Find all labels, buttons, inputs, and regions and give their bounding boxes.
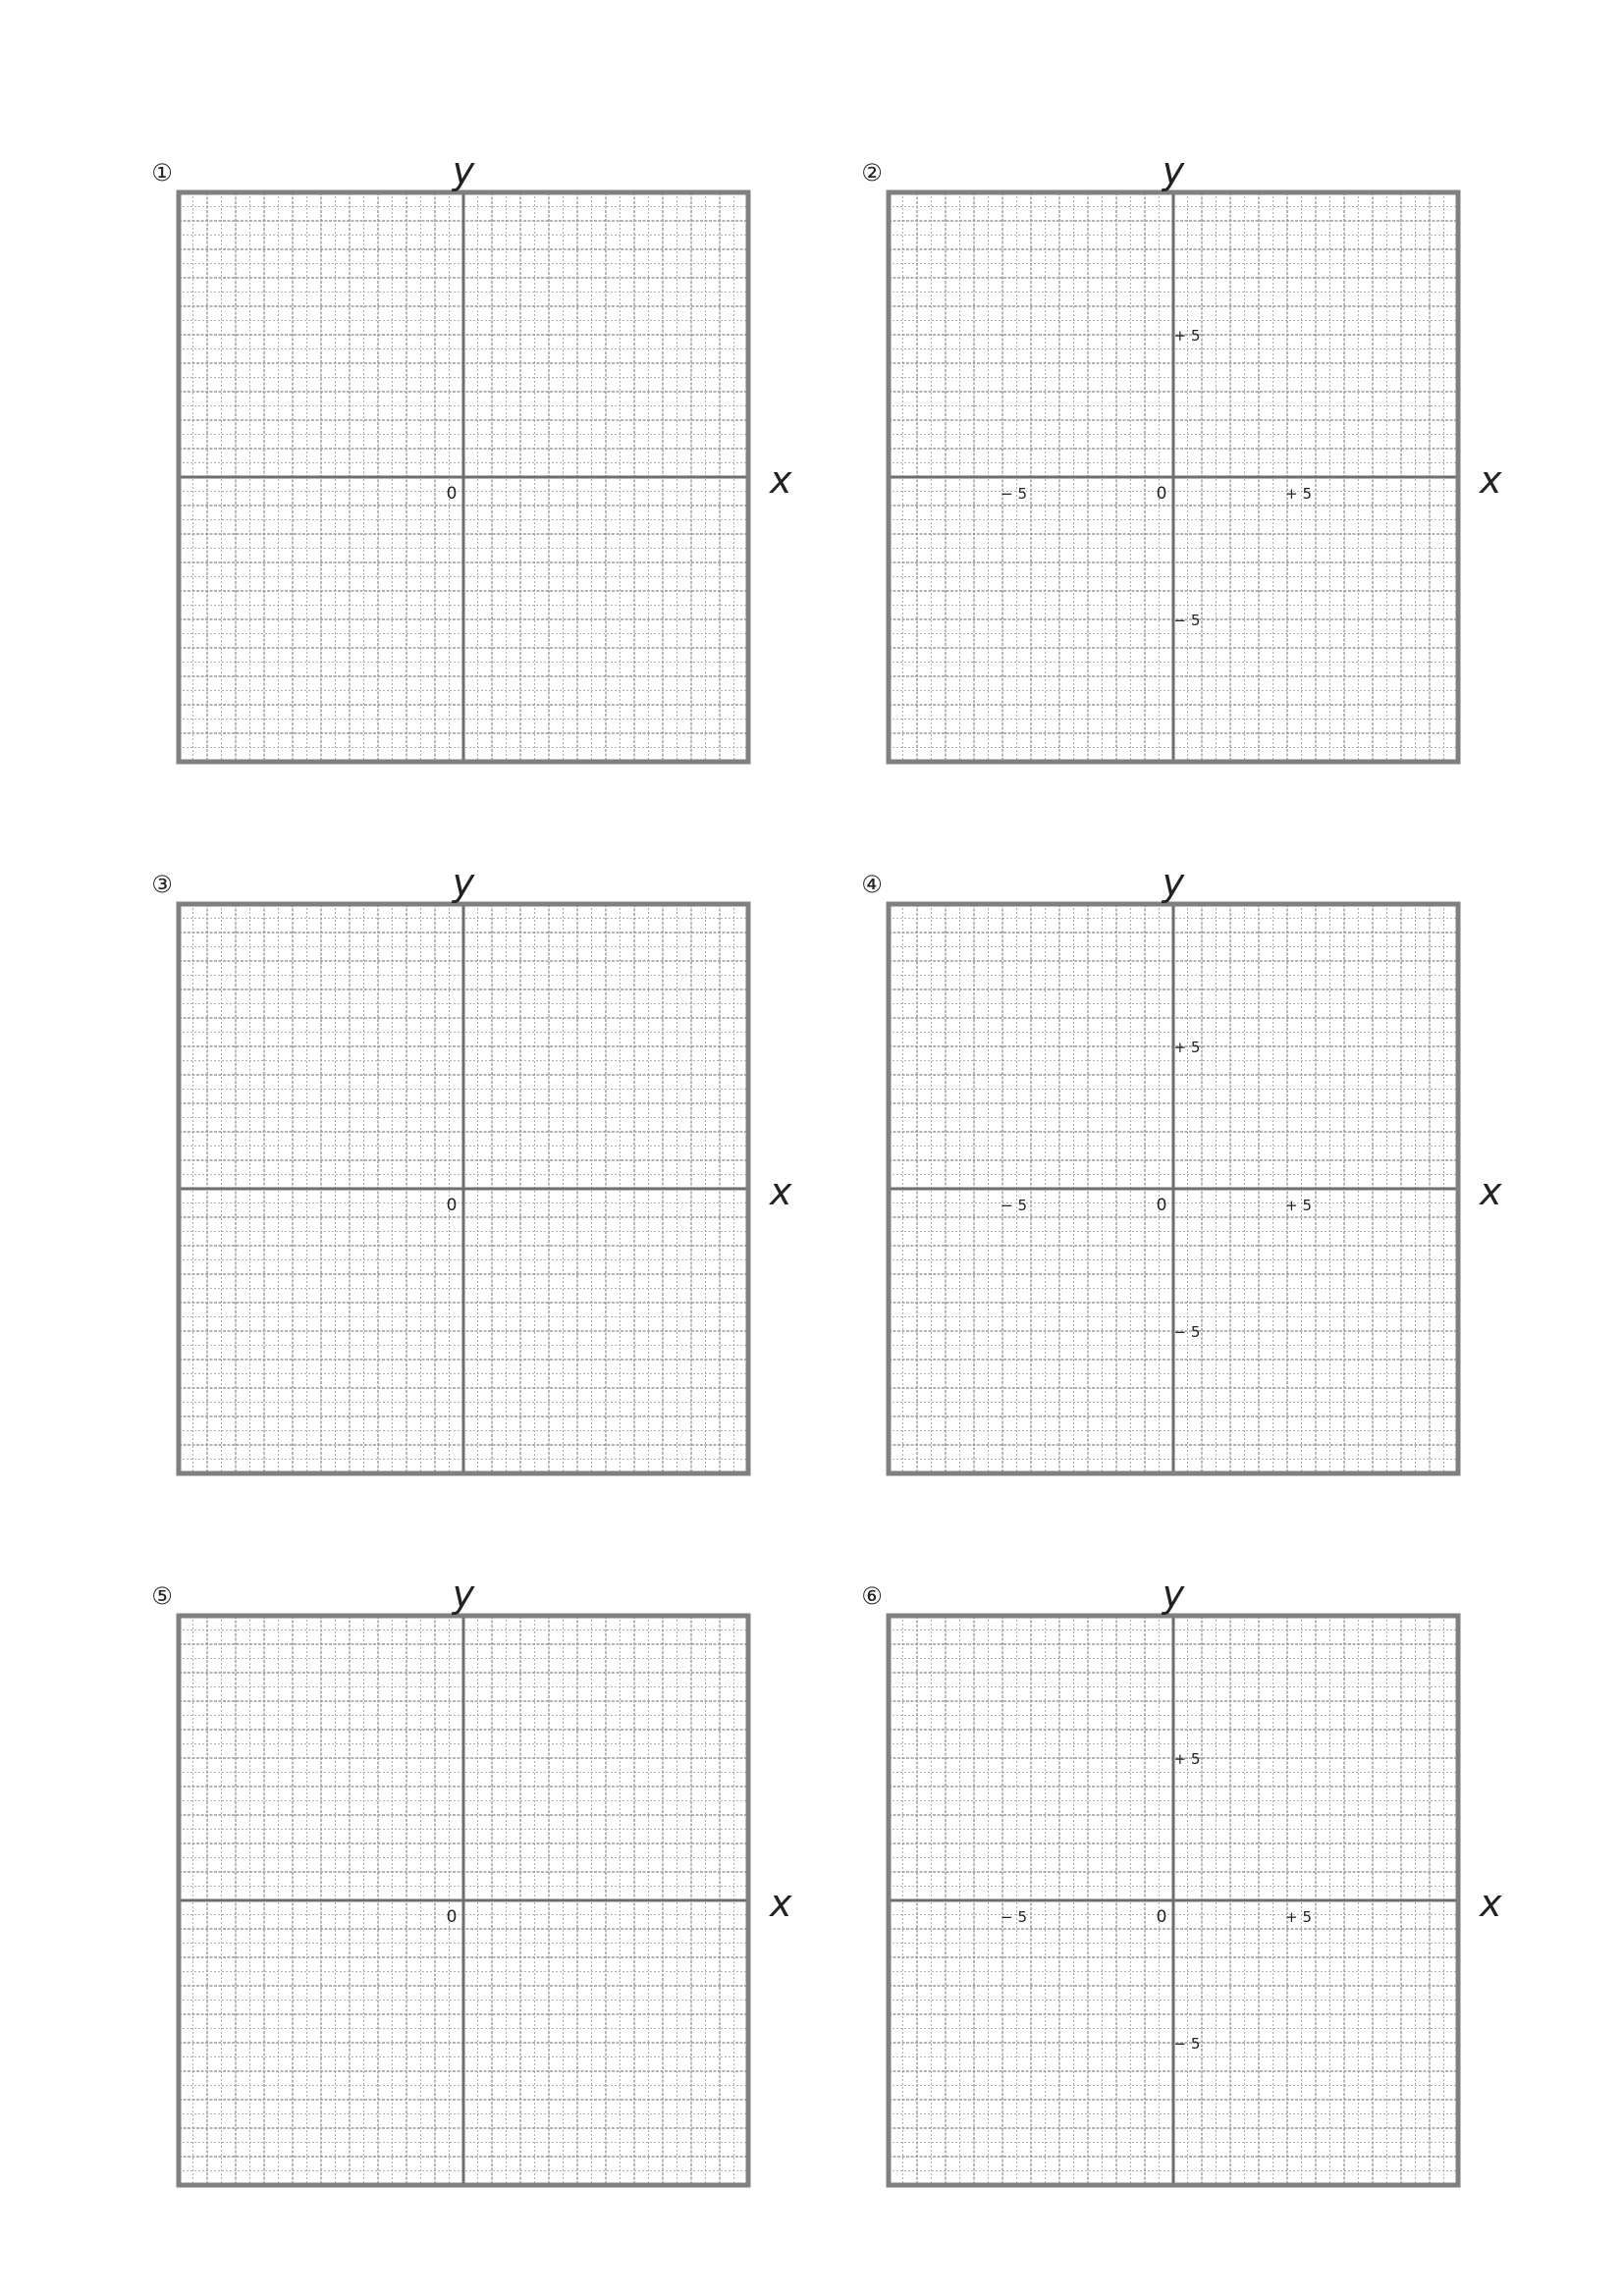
y-axis-name: y [452,861,475,904]
coordinate-grid [861,861,1502,1473]
grid-number-label: ⑤ [151,1582,173,1610]
grid-number-label: ② [861,159,883,187]
tick-label-x: + 5 [1285,1908,1312,1926]
tick-label-x: + 5 [1285,485,1312,503]
y-axis-name: y [1162,149,1185,192]
tick-label-y: + 5 [1173,327,1201,345]
tick-label-x: − 5 [1001,1197,1027,1214]
x-axis-name: x [770,1882,792,1925]
x-axis-name: x [1480,1882,1502,1925]
tick-label-y: + 5 [1173,1039,1201,1056]
tick-label-y: − 5 [1173,2035,1201,2053]
y-axis-name: y [452,149,475,192]
x-axis-name: x [770,458,792,502]
origin-label: 0 [1156,1196,1167,1215]
x-axis-name: x [770,1170,792,1213]
tick-label-x: + 5 [1285,1197,1312,1214]
origin-label: 0 [446,1196,458,1215]
origin-label: 0 [446,1907,458,1927]
tick-label-y: + 5 [1173,1750,1201,1768]
y-axis-name: y [452,1573,475,1616]
x-axis-name: x [1480,1170,1502,1213]
x-axis-name: x [1480,458,1502,502]
tick-label-y: − 5 [1173,1323,1201,1341]
coordinate-grid [151,149,792,762]
tick-label-x: − 5 [1001,485,1027,503]
grid-number-label: ③ [151,871,173,898]
coordinate-grid [151,1573,792,2185]
coordinate-grid [861,1573,1502,2185]
origin-label: 0 [446,484,458,504]
tick-label-x: − 5 [1001,1908,1027,1926]
y-axis-name: y [1162,861,1185,904]
grid-number-label: ⑥ [861,1582,883,1610]
y-axis-name: y [1162,1573,1185,1616]
coordinate-grid [861,149,1502,762]
tick-label-y: − 5 [1173,612,1201,629]
origin-label: 0 [1156,1907,1167,1927]
origin-label: 0 [1156,484,1167,504]
coordinate-grid [151,861,792,1473]
grid-number-label: ① [151,159,173,187]
grid-number-label: ④ [861,871,883,898]
